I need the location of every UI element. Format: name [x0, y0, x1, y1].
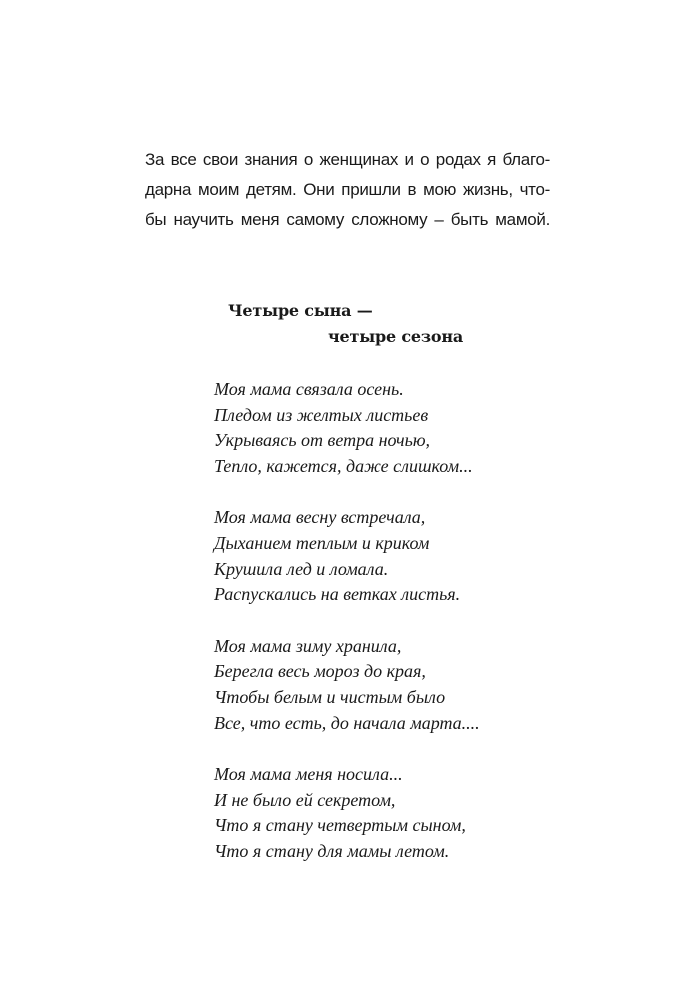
poem-stanza: [214, 634, 480, 736]
intro-line: За все свои знания о женщинах и о родах я благо-: [145, 150, 550, 169]
poem-stanza: [214, 762, 480, 864]
poem-line: Что я стану для мамы летом.: [214, 840, 450, 861]
poem-line: Распускались на ветках листья.: [214, 584, 461, 605]
intro-line: дарна моим детям. Они пришли в мою жизнь, что-: [145, 180, 550, 199]
poem-title-line-2: четыре сезона: [328, 327, 464, 346]
intro-paragraph: [145, 145, 550, 235]
intro-line: бы научить меня самому сложному – быть мамой.: [145, 210, 550, 229]
poem-title-line-1: Четыре сына —: [228, 301, 373, 320]
poem-line: И не было ей секретом,: [214, 789, 396, 810]
poem-line: Что я стану четвертым сыном,: [214, 815, 466, 836]
poem-body: [214, 377, 480, 891]
poem-line: Моя мама весну встречала,: [214, 507, 426, 528]
poem-line: Моя мама зиму хранила,: [214, 635, 402, 656]
poem-line: Укрываясь от ветра ночью,: [214, 430, 431, 451]
poem-line: Моя мама меня носила...: [214, 764, 403, 785]
poem-line: Берегла весь мороз до края,: [214, 661, 426, 682]
poem-line: Тепло, кажется, даже слишком...: [214, 455, 473, 476]
poem-line: Моя мама связала осень.: [214, 379, 404, 399]
poem-line: Все, что есть, до начала марта....: [214, 712, 480, 733]
poem-line: Пледом из желтых листьев: [214, 404, 429, 425]
poem-line: Чтобы белым и чистым было: [214, 686, 446, 707]
poem-line: Крушила лед и ломала.: [214, 558, 389, 579]
poem-stanza: [214, 377, 480, 479]
poem-stanza: [214, 505, 480, 607]
poem-line: Дыханием теплым и криком: [214, 532, 430, 553]
